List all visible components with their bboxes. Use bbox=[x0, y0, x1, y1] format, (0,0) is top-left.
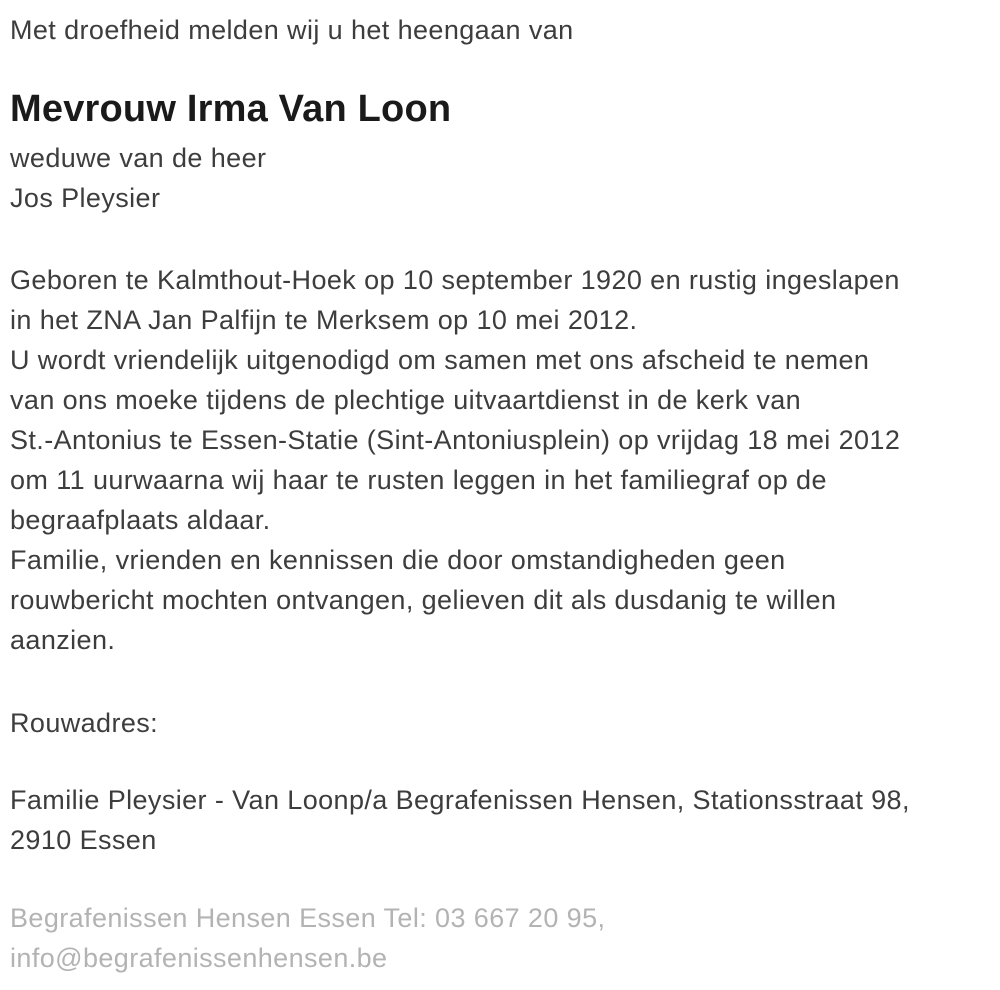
relation-line: weduwe van de heer bbox=[10, 143, 267, 173]
deceased-relation-block bbox=[10, 138, 990, 218]
funeral-home-email: info@begrafenissenhensen.be bbox=[10, 943, 388, 973]
announcement-line: U wordt vriendelijk uitgenodigd om samen met ons afscheid te nemen bbox=[10, 345, 870, 375]
announcement-line: Familie, vrienden en kennissen die door omstandigheden geen bbox=[10, 545, 786, 575]
announcement-line: in het ZNA Jan Palfijn te Merksem op 10 mei 2012. bbox=[10, 305, 638, 335]
mourning-address bbox=[10, 780, 990, 860]
mourning-address-label: Rouwadres: bbox=[10, 708, 159, 738]
mourning-address-line: 2910 Essen bbox=[10, 825, 157, 855]
announcement-line: begraafplaats aldaar. bbox=[10, 505, 271, 535]
announcement-line: aanzien. bbox=[10, 625, 116, 655]
deceased-name: Mevrouw Irma Van Loon bbox=[10, 88, 452, 130]
spouse-name: Jos Pleysier bbox=[10, 183, 161, 213]
announcement-line: van ons moeke tijdens de plechtige uitvaartdienst in de kerk van bbox=[10, 385, 802, 415]
announcement-line: St.-Antonius te Essen-Statie (Sint-Antoniusplein) op vrijdag 18 mei 2012 bbox=[10, 425, 901, 455]
funeral-home-contact bbox=[10, 898, 990, 978]
intro-line: Met droefheid melden wij u het heengaan van bbox=[10, 15, 574, 45]
mourning-address-line: Familie Pleysier - Van Loonp/a Begrafenissen Hensen, Stationsstraat 98, bbox=[10, 785, 910, 815]
announcement-line: rouwbericht mochten ontvangen, gelieven dit als dusdanig te willen bbox=[10, 585, 837, 615]
funeral-home-contact-line: Begrafenissen Hensen Essen Tel: 03 667 20 95, bbox=[10, 903, 606, 933]
announcement-line: Geboren te Kalmthout-Hoek op 10 september 1920 en rustig ingeslapen bbox=[10, 265, 900, 295]
announcement-line: om 11 uurwaarna wij haar te rusten leggen in het familiegraf op de bbox=[10, 465, 827, 495]
announcement-paragraph bbox=[10, 260, 990, 660]
